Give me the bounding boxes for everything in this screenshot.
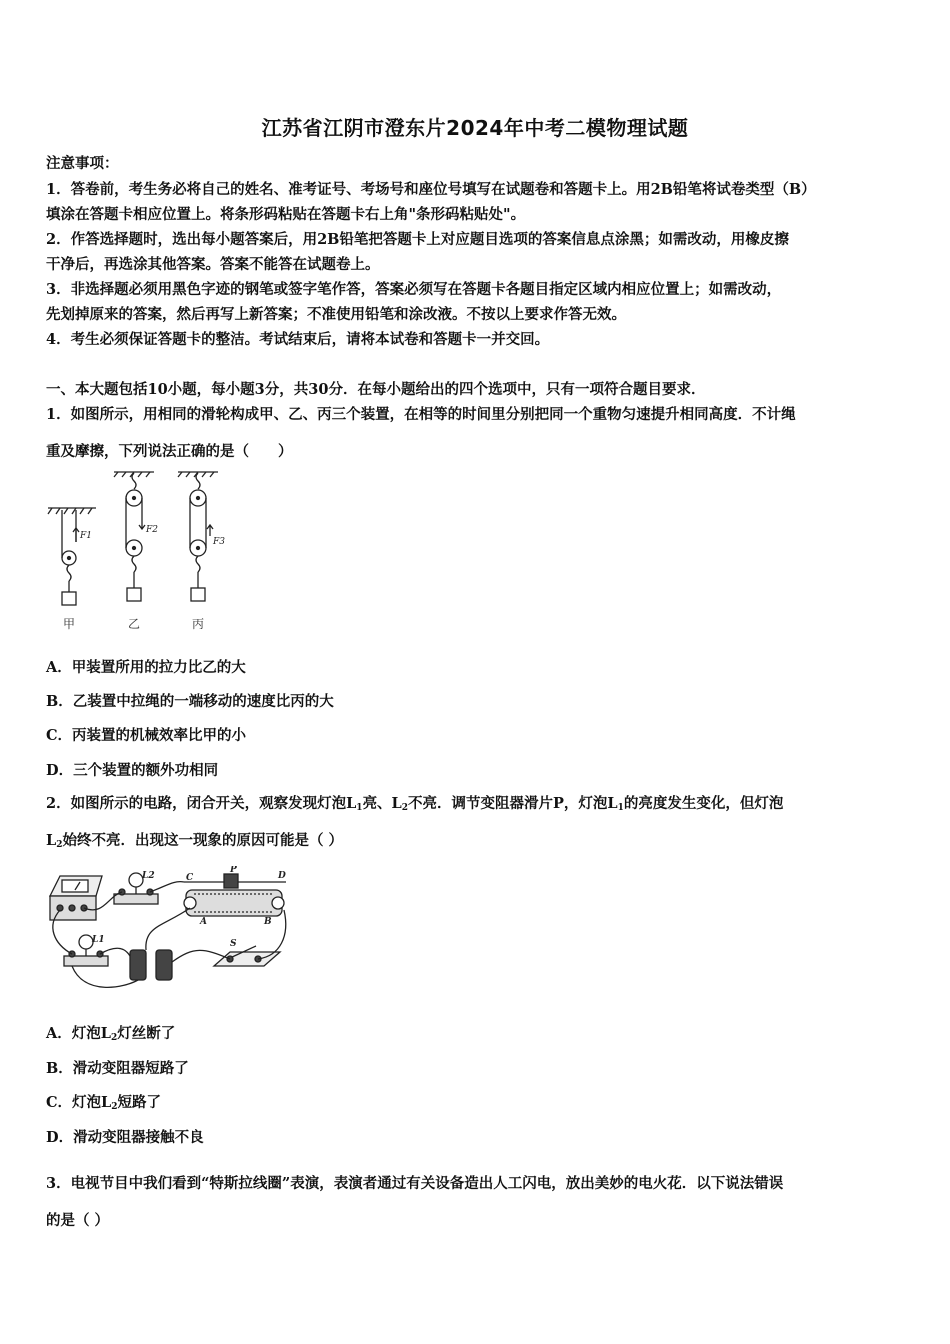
circuit-label: L2 bbox=[142, 871, 155, 881]
q1-option-d: D．三个装置的额外功相同 bbox=[46, 762, 219, 779]
battery bbox=[156, 950, 172, 980]
q1-option-a: A．甲装置所用的拉力比乙的大 bbox=[46, 659, 246, 676]
wire bbox=[150, 882, 184, 892]
q2-stem: 2．如图所示的电路，闭合开关，观察发现灯泡$L_1$亮、$L_2$不亮．调节变阻器滑片P，灯泡$L_1$的亮度发生变化，但灯泡 bbox=[46, 795, 784, 813]
lamp-bulb bbox=[129, 873, 143, 887]
force-label: F2 bbox=[146, 525, 158, 535]
q1-stem: 重及摩擦，下列说法正确的是（ ） bbox=[46, 443, 293, 460]
circuit-label: A bbox=[200, 917, 207, 927]
weight-box bbox=[191, 588, 205, 601]
circuit-label: L1 bbox=[92, 935, 105, 945]
figure-label: 丙 bbox=[192, 617, 205, 631]
circuit-label: C bbox=[186, 873, 194, 883]
wire bbox=[72, 966, 138, 987]
q2-option-a: A．灯泡$L_2$灯丝断了 bbox=[46, 1025, 176, 1043]
q1-option-c: C．丙装置的机械效率比甲的小 bbox=[46, 727, 247, 744]
notice-line: 干净后，再选涂其他答案。答案不能答在试题卷上。 bbox=[46, 256, 380, 273]
wire bbox=[146, 908, 190, 950]
notice-line: 先划掉原来的答案，然后再写上新答案；不准使用铅笔和涂改液。不按以上要求作答无效。 bbox=[46, 306, 626, 323]
section-heading: 一、本大题包括10小题，每小题3分，共30分．在每小题给出的四个选项中，只有一项符合题目要求． bbox=[46, 381, 706, 398]
q2-option-c: C．灯泡$L_2$短路了 bbox=[46, 1094, 162, 1112]
wire bbox=[100, 948, 130, 956]
force-label: F3 bbox=[213, 537, 225, 547]
circuit-label: B bbox=[264, 917, 272, 927]
lamp-bulb bbox=[79, 935, 93, 949]
q2-stem: $L_2$始终不亮．出现这一现象的原因可能是（ ） bbox=[46, 832, 344, 850]
pulley-figure bbox=[44, 466, 240, 636]
slider-p bbox=[224, 874, 238, 888]
lamp-base bbox=[64, 956, 108, 966]
notice-heading: 注意事项： bbox=[46, 155, 119, 172]
circuit-label: P bbox=[230, 866, 237, 875]
weight-box bbox=[127, 588, 141, 601]
circuit-label: S bbox=[230, 939, 237, 949]
weight-box bbox=[62, 592, 76, 605]
lamp-base bbox=[114, 894, 158, 904]
notice-line: 填涂在答题卡相应位置上。将条形码粘贴在答题卡右上角"条形码粘贴处"。 bbox=[46, 206, 526, 223]
battery bbox=[130, 950, 146, 980]
q3-stem: 的是（ ） bbox=[46, 1212, 110, 1229]
force-label: F1 bbox=[80, 531, 92, 541]
q2-option-d: D．滑动变阻器接触不良 bbox=[46, 1129, 204, 1146]
q3-stem: 3．电视节目中我们看到“特斯拉线圈”表演，表演者通过有关设备造出人工闪电，放出美妙的电火花．以下说法错误 bbox=[46, 1175, 784, 1192]
switch-base bbox=[214, 952, 280, 966]
figure-label: 乙 bbox=[128, 617, 141, 631]
q1-stem: 1．如图所示，用相同的滑轮构成甲、乙、丙三个装置，在相等的时间里分别把同一个重物匀速提升相同高度．不计绳 bbox=[46, 406, 796, 423]
circuit-label: D bbox=[278, 871, 286, 881]
notice-line: 3．非选择题必须用黑色字迹的钢笔或签字笔作答，答案必须写在答题卡各题目指定区域内相应位置上；如需改动， bbox=[46, 281, 782, 298]
notice-line: 2．作答选择题时，选出每小题答案后，用2B铅笔把答题卡上对应题目选项的答案信息点涂黑；如需改动，用橡皮擦 bbox=[46, 231, 789, 248]
notice-line: 4．考生必须保证答题卡的整洁。考试结束后，请将本试卷和答题卡一并交回。 bbox=[46, 331, 550, 348]
q2-option-b: B．滑动变阻器短路了 bbox=[46, 1060, 189, 1077]
figure-label: 甲 bbox=[63, 617, 76, 631]
circuit-figure bbox=[44, 866, 306, 994]
q1-option-b: B．乙装置中拉绳的一端移动的速度比丙的大 bbox=[46, 693, 334, 710]
page-title: 江苏省江阴市澄东片2024年中考二模物理试题 bbox=[261, 116, 689, 140]
notice-line: 1．答卷前，考生务必将自己的姓名、准考证号、考场号和座位号填写在试题卷和答题卡上。用2B铅笔将试卷类型（B） bbox=[46, 181, 816, 198]
